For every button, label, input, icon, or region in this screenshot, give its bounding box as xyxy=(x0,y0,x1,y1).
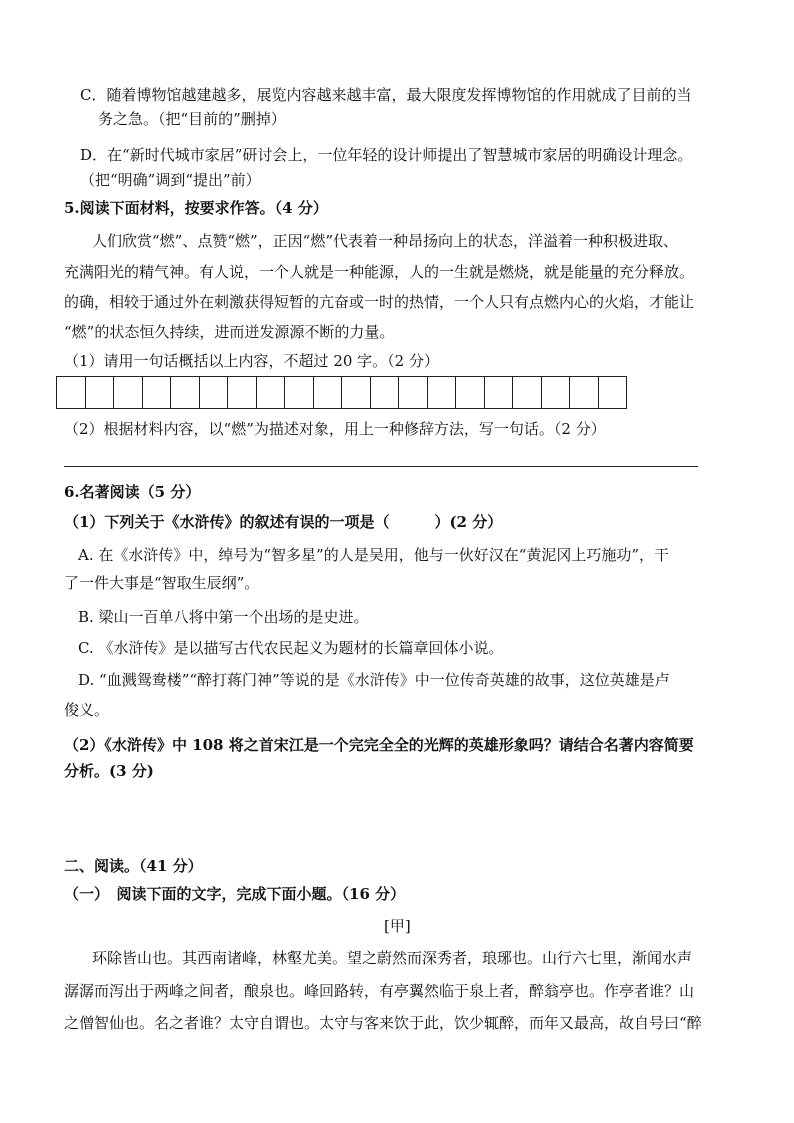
q6-sub2-line1: （2）《水浒传》中 108 将之首宋江是一个完完全全的光辉的英雄形象吗？请结合名著内容简要 xyxy=(64,736,694,754)
grid-cell[interactable] xyxy=(170,376,200,409)
q6-option-a-line2: 了一件大事是“智取生辰纲”。 xyxy=(64,574,260,592)
passage-line3: 之僧智仙也。名之者谁？太守自谓也。太守与客来饮于此，饮少辄醉，而年又最高，故自号曰“醉 xyxy=(64,1014,702,1032)
q5-sub2: （2）根据材料内容，以“燃”为描述对象，用上一种修辞方法，写一句话。（2 分） xyxy=(64,420,606,438)
q5-paragraph-line3: 的确，相较于通过外在刺激获得短暂的亢奋或一时的热情，一个人只有点燃内心的火焰，才能让 xyxy=(64,293,695,311)
q5-paragraph-line4: “燃”的状态恒久持续，进而迸发源源不断的力量。 xyxy=(64,323,395,341)
grid-cell[interactable] xyxy=(284,376,314,409)
q6-option-d-line2: 俊义。 xyxy=(64,701,110,719)
q6-option-d-line1: D. “血溅鸳鸯楼”“醉打蒋门神”等说的是《水浒传》中一位传奇英雄的故事，这位英雄是卢 xyxy=(78,671,670,689)
grid-cell[interactable] xyxy=(455,376,485,409)
passage-jia-label: [甲] xyxy=(384,917,411,935)
grid-cell[interactable] xyxy=(569,376,599,409)
grid-cell[interactable] xyxy=(398,376,428,409)
q6-option-b: B. 梁山一百单八将中第一个出场的是史进。 xyxy=(78,608,369,626)
grid-cell[interactable] xyxy=(199,376,229,409)
grid-cell[interactable] xyxy=(512,376,542,409)
grid-cell[interactable] xyxy=(256,376,286,409)
q4-option-d-line1: D．在“新时代城市家居”研讨会上，一位年轻的设计师提出了智慧城市家居的明确设计理念。 xyxy=(80,146,693,164)
q6-option-a-line1: A. 在《水浒传》中，绰号为“智多星”的人是吴用，他与一伙好汉在“黄泥冈上巧施功”，干 xyxy=(78,546,670,564)
part2-section1-title: （一） 阅读下面的文字，完成下面小题。（16 分） xyxy=(64,885,406,903)
q4-option-c-line1: C．随着博物馆越建越多，展览内容越来越丰富，最大限度发挥博物馆的作用就成了目前的当 xyxy=(80,86,692,104)
grid-cell[interactable] xyxy=(56,376,86,409)
q6-option-c: C. 《水浒传》是以描写古代农民起义为题材的长篇章回体小说。 xyxy=(78,639,504,657)
grid-cell[interactable] xyxy=(341,376,371,409)
q6-sub1: （1）下列关于《水浒传》的叙述有误的一项是（ ）(2 分） xyxy=(64,513,503,531)
q4-option-c-line2: 务之急。（把“目前的”删掉） xyxy=(98,110,286,128)
part2-title: 二、阅读。（41 分） xyxy=(64,857,203,875)
grid-cell[interactable] xyxy=(227,376,257,409)
passage-line2: 潺潺而泻出于两峰之间者，酿泉也。峰回路转，有亭翼然临于泉上者，醉翁亭也。作亭者谁？山 xyxy=(64,982,695,1000)
answer-line[interactable] xyxy=(64,466,698,467)
q6-sub2-line2: 分析。(3 分) xyxy=(64,762,154,780)
answer-grid[interactable] xyxy=(56,376,627,409)
q5-paragraph-line2: 充满阳光的精气神。有人说，一个人就是一种能源，人的一生就是燃烧，就是能量的充分释放。 xyxy=(64,263,695,281)
grid-cell[interactable] xyxy=(142,376,172,409)
grid-cell[interactable] xyxy=(427,376,457,409)
q5-sub1: （1）请用一句话概括以上内容，不超过 20 字。（2 分） xyxy=(64,352,439,370)
grid-cell[interactable] xyxy=(598,376,628,409)
q6-title: 6.名著阅读（5 分） xyxy=(64,483,201,501)
grid-cell[interactable] xyxy=(313,376,343,409)
grid-cell[interactable] xyxy=(484,376,514,409)
q5-paragraph-line1: 人们欣赏“燃”、点赞“燃”，正因“燃”代表着一种昂扬向上的状态，洋溢着一种积极进取、 xyxy=(92,232,679,250)
grid-cell[interactable] xyxy=(370,376,400,409)
grid-cell[interactable] xyxy=(541,376,571,409)
passage-line1: 环除皆山也。其西南诸峰，林壑尤美。望之蔚然而深秀者，琅琊也。山行六七里，渐闻水声 xyxy=(92,949,693,967)
grid-cell[interactable] xyxy=(113,376,143,409)
q5-title: 5.阅读下面材料，按要求作答。（4 分） xyxy=(64,199,328,217)
q4-option-d-line2: （把“明确”调到“提出”前） xyxy=(80,171,261,189)
grid-cell[interactable] xyxy=(85,376,115,409)
